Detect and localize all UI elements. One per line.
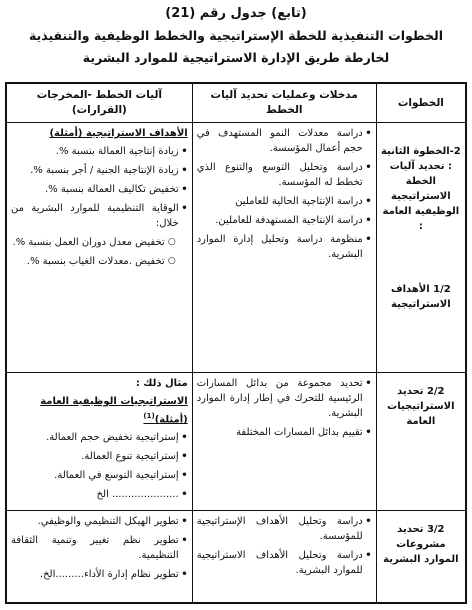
sub-outputs-list: [11, 235, 188, 269]
list-item: • دراسة وتحليل الأهداف الاستراتيجية للموارد البشرية.: [197, 548, 372, 578]
list-item: • إستراتيجية تنوع العمالة.: [11, 449, 188, 464]
inputs-cell: [192, 373, 376, 511]
step-cell: [376, 511, 466, 604]
step-title: 2/2 تحديد الاستراتيجيات العامة: [387, 386, 455, 427]
document-title-line1: الخطوات التنفيذية للخطة الإستراتيجية والخطط الوظيفية والتنفيذية: [28, 28, 444, 43]
inputs-list: [197, 514, 372, 578]
table-caption: (تابع) جدول رقم (21): [165, 6, 307, 21]
list-item: • دراسة الإنتاجية المستهدفة للعاملين.: [197, 213, 372, 228]
list-item: • تخفيض تكاليف العمالة بنسبة %.: [11, 182, 188, 197]
list-item: • إستراتيجية التوسع في العمالة.: [11, 468, 188, 483]
list-item: • تطوير الهيكل التنظيمي والوظيفي.: [11, 514, 188, 529]
list-item: • تقييم بدائل المسارات المختلفة: [197, 425, 372, 440]
outputs-heading: [11, 394, 188, 427]
list-item: • ..................... الخ: [11, 487, 188, 502]
inputs-list: [197, 376, 372, 440]
header-steps: الخطوات: [376, 83, 466, 123]
header-inputs: مدخلات وعمليات تحديد آليات الخطط: [192, 83, 376, 123]
list-item: • منظومة دراسة وتحليل إدارة الموارد البشرية.: [197, 232, 372, 262]
inputs-cell: [192, 123, 376, 373]
step-subtitle: 1/2 الأهداف الاستراتيجية: [391, 284, 451, 310]
step-title: 3/2 تحديد مشروعات الموارد البشرية: [383, 524, 459, 565]
inputs-cell: [192, 511, 376, 604]
list-item: • تطوير نظام إدارة الأداء.........الخ.: [11, 567, 188, 582]
list-item: • زيادة الإنتاجية الجنية / أجر بنسبة %.: [11, 163, 188, 178]
outputs-intro: مثال ذلك :: [135, 378, 188, 389]
list-item: ○ تخفيض معدل دوران العمل بنسبة %.: [11, 235, 176, 250]
outputs-cell: [6, 511, 192, 604]
table-header-row: [6, 83, 466, 123]
outputs-list: [11, 514, 188, 582]
outputs-heading-text: الاستراتيجيات الوظيفية العامة (أمثلة): [40, 396, 188, 426]
list-item: • دراسة وتحليل التوسع والتنوع الذي تخطط له المؤسسة.: [197, 160, 372, 190]
header-outputs: آليات الخطط -المخرجات (القرارات): [6, 83, 192, 123]
table-row: [6, 373, 466, 511]
footnote-marker: (1): [143, 412, 155, 420]
outputs-list: [11, 144, 188, 231]
step-cell: [376, 123, 466, 373]
document-header: [0, 6, 472, 66]
document-title-line2: لخارطة طريق الإدارة الاستراتيجية للموارد البشرية: [82, 50, 390, 65]
list-item: • تطوير نظم تغيير وتنمية الثقافة التنظيمية.: [11, 533, 188, 563]
steps-table: [5, 82, 467, 604]
list-item: • دراسة الإنتاجية الحالية للعاملين: [197, 194, 372, 209]
list-item: • الوقاية التنظيمية للموارد البشرية من خلال:: [11, 201, 188, 231]
outputs-cell: [6, 123, 192, 373]
table-row: [6, 123, 466, 373]
list-item: • دراسة معدلات النمو المستهدف في حجم أعمال المؤسسة.: [197, 126, 372, 156]
list-item: • دراسة وتحليل الأهداف الإستراتيجية للمؤسسة.: [197, 514, 372, 544]
step-cell: [376, 373, 466, 511]
list-item: • زيادة إنتاجية العمالة بنسبة %.: [11, 144, 188, 159]
list-item: • إستراتيجية تخفيض حجم العمالة.: [11, 430, 188, 445]
outputs-cell: [6, 373, 192, 511]
outputs-heading: الأهداف الاستراتيجية (أمثلة): [49, 128, 188, 139]
list-item: ○ تخفيض .معدلات الغياب بنسبة %.: [11, 254, 176, 269]
step-title: 2-الخطوة الثانية : تحديد آليات الخطة الاستراتيجية الوظيفية العامة :: [380, 146, 461, 232]
table-row: [6, 511, 466, 604]
inputs-list: [197, 126, 372, 262]
outputs-list: [11, 430, 188, 502]
list-item: • تحديد مجموعة من بدائل المسارات الرئيسية للتحرك في إطار إدارة الموارد البشرية.: [197, 376, 372, 421]
